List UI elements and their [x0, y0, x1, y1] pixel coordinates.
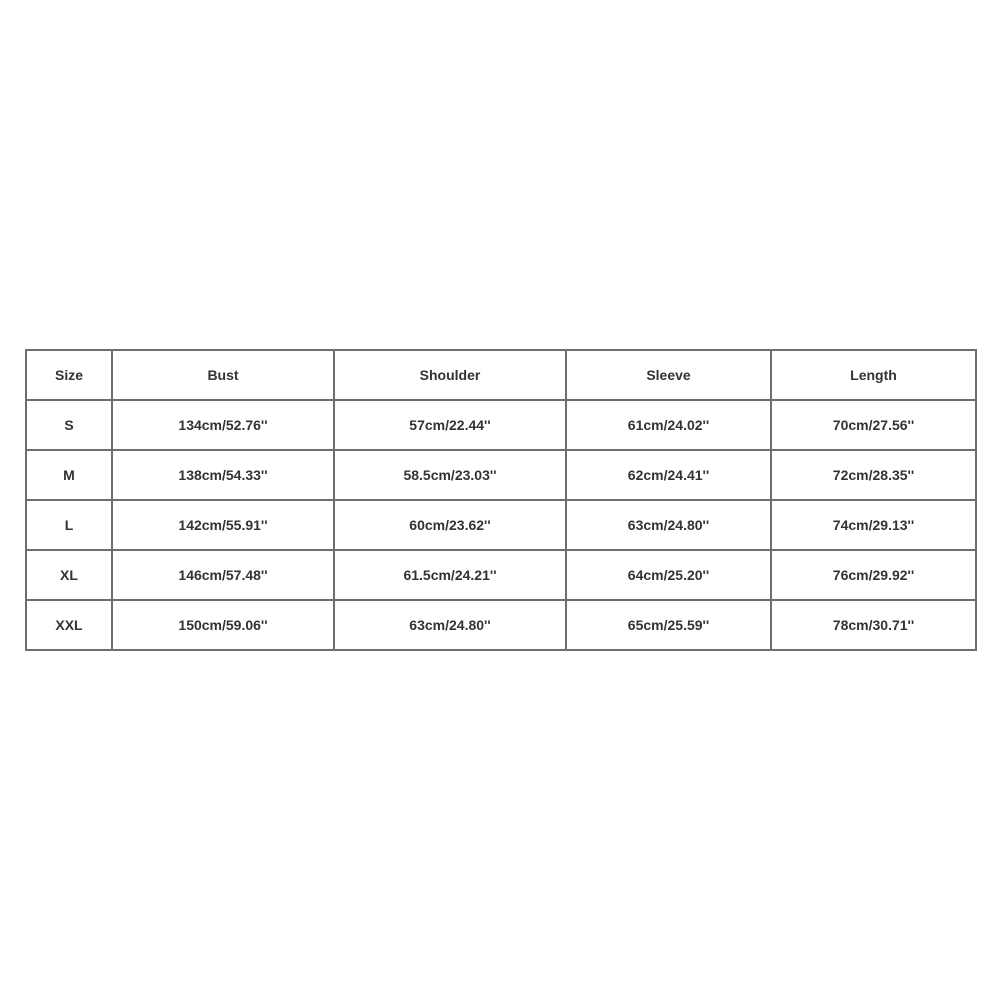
size-cell: XL — [26, 550, 112, 600]
sleeve-cell: 62cm/24.41'' — [566, 450, 771, 500]
table-row — [26, 450, 976, 500]
bust-cell: 150cm/59.06'' — [112, 600, 334, 650]
sleeve-cell: 65cm/25.59'' — [566, 600, 771, 650]
header-bust: Bust — [112, 350, 334, 400]
length-cell: 72cm/28.35'' — [771, 450, 976, 500]
bust-cell: 142cm/55.91'' — [112, 500, 334, 550]
sleeve-cell: 63cm/24.80'' — [566, 500, 771, 550]
sleeve-cell: 61cm/24.02'' — [566, 400, 771, 450]
size-cell: M — [26, 450, 112, 500]
shoulder-cell: 60cm/23.62'' — [334, 500, 566, 550]
table-header-row — [26, 350, 976, 400]
table-row — [26, 400, 976, 450]
shoulder-cell: 58.5cm/23.03'' — [334, 450, 566, 500]
header-length: Length — [771, 350, 976, 400]
shoulder-cell: 63cm/24.80'' — [334, 600, 566, 650]
length-cell: 74cm/29.13'' — [771, 500, 976, 550]
header-sleeve: Sleeve — [566, 350, 771, 400]
bust-cell: 134cm/52.76'' — [112, 400, 334, 450]
size-cell: S — [26, 400, 112, 450]
table-row — [26, 600, 976, 650]
bust-cell: 146cm/57.48'' — [112, 550, 334, 600]
length-cell: 76cm/29.92'' — [771, 550, 976, 600]
header-shoulder: Shoulder — [334, 350, 566, 400]
table-row — [26, 500, 976, 550]
bust-cell: 138cm/54.33'' — [112, 450, 334, 500]
shoulder-cell: 61.5cm/24.21'' — [334, 550, 566, 600]
size-cell: L — [26, 500, 112, 550]
header-size: Size — [26, 350, 112, 400]
length-cell: 70cm/27.56'' — [771, 400, 976, 450]
table-row — [26, 550, 976, 600]
size-cell: XXL — [26, 600, 112, 650]
length-cell: 78cm/30.71'' — [771, 600, 976, 650]
sleeve-cell: 64cm/25.20'' — [566, 550, 771, 600]
shoulder-cell: 57cm/22.44'' — [334, 400, 566, 450]
size-chart-table — [25, 349, 977, 651]
